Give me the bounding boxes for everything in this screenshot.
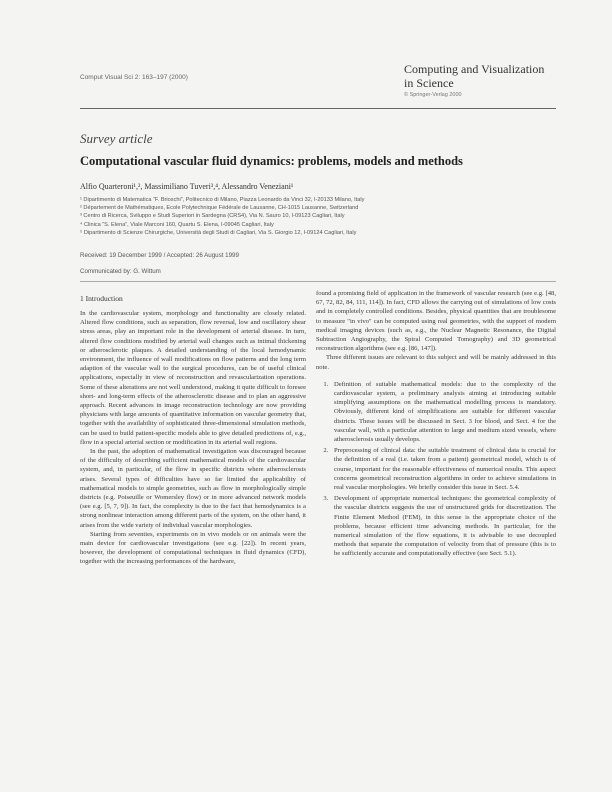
article-type: Survey article	[80, 131, 153, 146]
scan-margin-marks	[576, 0, 602, 792]
affiliation: ⁴ Clinica “S. Elena”, Viale Marconi 160, Quartu S. Elena, I-09045 Cagliari, Italy	[80, 221, 274, 228]
received-dates: Received: 19 December 1999 / Accepted: 26 August 1999	[80, 252, 239, 259]
affiliation: ¹ Dipartimento di Matematica “F. Brioschi”, Politecnico di Milano, Piazza Leonardo da Vinci 32, I-20133 Milano, Italy	[80, 197, 365, 203]
left-column	[80, 309, 306, 567]
list-item: 3. Development of appropriate numerical techniques: the geometrical complexity of the vascular districts suggests the use of unstructured grids for discretization. The Finite Element Method (FEM), in this sense is the appropriate choice of the problems, because efficient time advancing methods. In particular, for the numerical simulation of the flow equations, it is advisable to use decoupled methods that separate the computation of velocity from that of pressure (this is to be sufficiently accurate and computationally effective (see Sect. 5.1).	[330, 494, 556, 558]
affiliations	[80, 196, 550, 237]
journal-masthead	[404, 62, 554, 98]
list-item: 1. Definition of suitable mathematical models: due to the complexity of the cardiovascular system, a preliminary analysis aiming at introducing suitable simplifying assumptions on the mathematical modelling process is mandatory. Obviously, different kind of simplifications are suitable for different vascular districts. These issues will be discussed in Sect. 3 for blood, and Sect. 4 for the vascular wall, with a particular attention to large and medium sized vessels, where atherosclerosis usually develops.	[330, 380, 556, 444]
list-item: 2. Preprocessing of clinical data: the suitable treatment of clinical data is crucial for the definition of a real (i.e. taken from a patient) geometrical model, which is of course, important for the reasonable effectiveness of numerical results. This aspect concerns geometrical reconstruction algorithms in order to achieve simulations in real vascular morphologies. We briefly consider this issue in Sect. 5.4.	[330, 446, 556, 492]
affiliation: ³ Centro di Ricerca, Sviluppo e Studi Superiori in Sardegna (CRS4), Via N. Sauro 10, I-09123 Cagliari, Italy	[80, 213, 345, 220]
body-paragraph: Starting from seventies, experiments on in vivo models or on animals were the main device for cardiovascular investigations (see e.g. [22]). In recent years, however, the development of computational techniques in fluid dynamics (CFD), together with the increasing performances of the hardware,	[80, 530, 306, 566]
journal-title: Computing and Visualization in Science	[404, 62, 545, 90]
affiliation: ⁵ Dipartimento di Scienze Chirurgiche, Università degli Studi di Cagliari, Via S. Giorgio 12, I-09124 Cagliari, Italy	[80, 229, 357, 236]
section-rule	[80, 281, 556, 282]
issue-list	[316, 380, 556, 559]
header-rule	[80, 108, 556, 109]
body-paragraph: In the past, the adoption of mathematical investigation was discouraged because of the difficulty of describing sufficient mathematical models of the cardiovascular system, and, in particular, of the flow in specific districts where atherosclerosis arises. Several types of difficulties have so far limited the applicability of mathematical models to simple geometries, such as flow in morphologically simple districts (e.g. Poiseuille or Womersley flow) or in more advanced network models (see e.g. [5, 7, 9]). In fact, the complexity is due to the fact that hemodynamics is a strong nonlinear interaction among different parts of the system, on the other hand, it arises from the wide variety of individual vascular morphologies.	[80, 448, 306, 529]
section-heading: 1 Introduction	[80, 294, 123, 303]
affiliation: ² Département de Mathématiques, Ecole Polytechnique Fédérale de Lausanne, CH-1015 Lausanne, Switzerland	[80, 205, 359, 212]
author-list: Alfio Quarteroni¹,², Massimiliano Tuveri³,⁴, Alessandro Veneziani¹	[80, 182, 294, 191]
body-paragraph: Three different issues are relevant to this subject and will be mainly addressed in this note.	[316, 354, 556, 371]
right-column	[316, 289, 556, 561]
journal-copyright: © Springer-Verlag 2000	[404, 92, 462, 98]
journal-citation: Comput Visual Sci 2: 163–197 (2000)	[80, 74, 188, 81]
body-paragraph: found a promising field of application in the framework of vascular research (see e.g. [48, 67, 72, 82, 84, 111, 114]). In fact, CFD allows the carrying out of simulations of low costs and in completely controlled conditions. Besides, physical quantities that are troublesome to measure "in vivo" can be computed using real geometries, with the support of modern medical imaging devices (such as, e.g., the Nuclear Magnetic Resonance, the Digital Subtraction Angiography, the Spiral Computed Tomography) and 3D geometrical reconstruction algorithms (see e.g. [86, 147]).	[316, 290, 556, 353]
article-title: Computational vascular fluid dynamics: problems, models and methods	[80, 154, 463, 168]
body-paragraph: In the cardiovascular system, morphology and functionality are closely related. Altered flow conditions, such as separation, flow reversal, low and oscillatory shear stress areas, play an important role in the development of arterial disease. In turn, altered flow conditions modified by arterial wall changes such as intimal thickening or atherosclerotic plaques. A detailed understanding of the local hemodynamic environment, the influence of wall modifications on flow patterns and the long term adaption of the vascular wall to the surgical procedures, can be of useful clinical applications, especially in view of reconstruction and revascularization operations. Some of these alterations are not well understood, making it quite difficult to foresee short- and long-term effects of the atherosclerotic disease and to plan an aggressive approach. Recent advances in image reconstruction technology are now providing physicians with large amounts of quantitative information on vascular geometry that, together with the availability of sophisticated three-dimensional simulation methods, can be used to build patient-specific models able to give detailed predictions of, e.g., flow in a special arterial section or modification in its arterial wall regions.	[80, 310, 306, 446]
communicated-by: Communicated by: G. Wittum	[80, 268, 161, 275]
